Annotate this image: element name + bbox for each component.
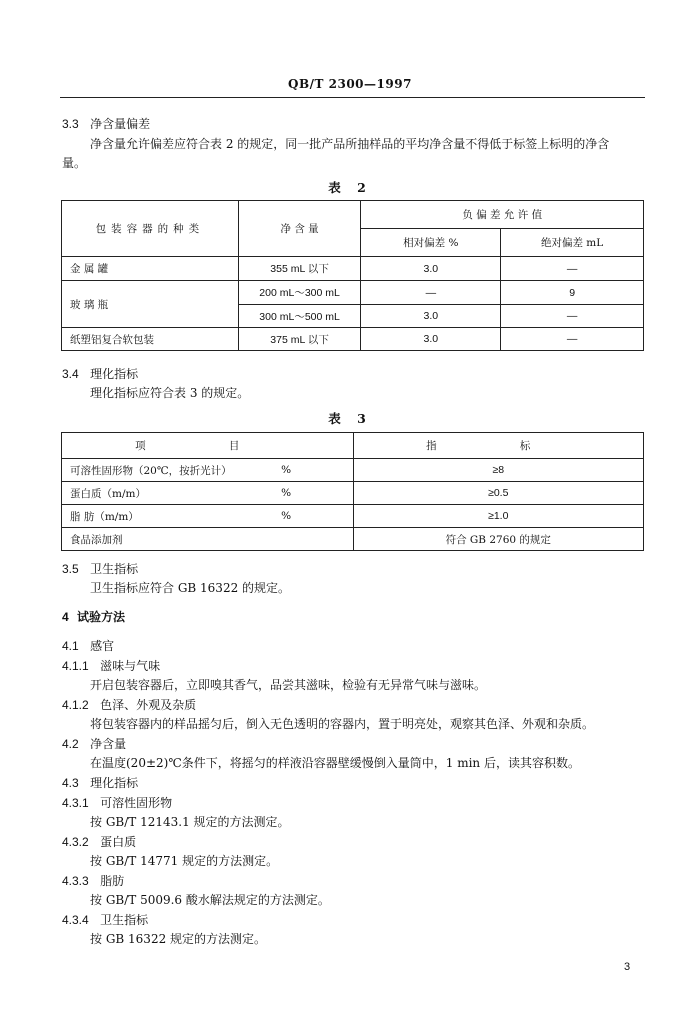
container-type: 纸塑铝复合软包装 [62, 328, 239, 351]
item-name: 可溶性固形物（20℃，按折光计） [62, 459, 282, 482]
section-4-3-3-heading [62, 873, 124, 889]
section-number: 4.1.1 [62, 659, 89, 673]
section-4-3-1-text: 按 GB/T 12143.1 规定的方法测定。 [90, 815, 290, 829]
section-3-4-heading [62, 366, 138, 382]
section-title: 感官 [90, 639, 115, 653]
container-type: 金 属 罐 [62, 257, 239, 281]
item-name: 脂 肪（m/m） [62, 505, 282, 528]
item-value: ≥8 [353, 459, 644, 482]
relative-deviation: 3.0 [361, 257, 501, 281]
section-number: 4.3.4 [62, 913, 89, 927]
table-3 [61, 432, 644, 551]
section-number: 4.3.3 [62, 874, 89, 888]
net-content: 300 mL～500 mL [238, 305, 361, 328]
section-4-3-heading [62, 775, 138, 791]
item-value: ≥0.5 [353, 482, 644, 505]
net-content: 200 mL～300 mL [238, 281, 361, 305]
relative-deviation: — [361, 281, 501, 305]
page-number: 3 [624, 961, 631, 973]
absolute-deviation: — [501, 257, 644, 281]
section-number: 4 [62, 610, 69, 624]
table-2-caption: 表 2 [328, 180, 372, 195]
section-3-3-text-cont: 量。 [62, 156, 87, 170]
table-row [62, 281, 644, 305]
relative-deviation: 3.0 [361, 305, 501, 328]
section-4-3-2-text: 按 GB/T 14771 规定的方法测定。 [90, 854, 279, 868]
relative-deviation: 3.0 [361, 328, 501, 351]
section-4-1-1-heading [62, 658, 160, 674]
section-4-3-4-heading [62, 912, 148, 928]
item-unit: % [281, 505, 353, 528]
section-title: 蛋白质 [100, 835, 137, 849]
section-4-1-2-heading [62, 697, 196, 713]
section-4-1-1-text: 开启包装容器后，立即嗅其香气，品尝其滋味，检验有无异常气味与滋味。 [90, 678, 487, 692]
section-number: 3.5 [62, 562, 79, 576]
section-number: 4.2 [62, 737, 79, 751]
section-4-heading [62, 609, 125, 625]
item-value: ≥1.0 [353, 505, 644, 528]
table-3-caption: 表 3 [328, 411, 372, 426]
section-4-2-heading [62, 736, 126, 752]
absolute-deviation: 9 [501, 281, 644, 305]
header-absolute-deviation: 绝对偏差 mL [501, 229, 644, 257]
section-title: 脂肪 [100, 874, 125, 888]
absolute-deviation: — [501, 305, 644, 328]
section-title: 卫生指标 [90, 562, 139, 576]
section-number: 4.3 [62, 776, 79, 790]
header-relative-deviation: 相对偏差 % [361, 229, 501, 257]
header-negative-deviation: 负 偏 差 允 许 值 [361, 201, 644, 229]
header-item: 项 目 [62, 433, 354, 459]
section-number: 4.1 [62, 639, 79, 653]
header-rule [60, 97, 645, 98]
item-name: 蛋白质（m/m） [62, 482, 282, 505]
section-4-1-2-text: 将包装容器内的样品摇匀后，倒入无色透明的容器内，置于明亮处，观察其色泽、外观和杂质。 [90, 717, 595, 731]
table-row [62, 528, 644, 551]
header-index: 指 标 [353, 433, 644, 459]
section-4-3-1-heading [62, 795, 172, 811]
section-4-3-2-heading [62, 834, 136, 850]
section-4-3-4-text: 按 GB 16322 规定的方法测定。 [90, 932, 267, 946]
section-title: 色泽、外观及杂质 [100, 698, 197, 712]
container-type: 玻 璃 瓶 [62, 281, 239, 328]
section-title: 可溶性固形物 [100, 796, 173, 810]
header-net-content: 净 含 量 [238, 201, 361, 257]
table-row [62, 459, 644, 482]
item-unit: % [281, 482, 353, 505]
section-number: 4.1.2 [62, 698, 89, 712]
table-row [62, 505, 644, 528]
section-title: 理化指标 [90, 776, 139, 790]
document-header: QB/T 2300—1997 [288, 77, 412, 91]
section-3-4-text: 理化指标应符合表 3 的规定。 [90, 386, 250, 400]
item-name: 食品添加剂 [62, 528, 282, 551]
section-3-3-text: 净含量允许偏差应符合表 2 的规定，同一批产品所抽样品的平均净含量不得低于标签上标明的净含 [90, 137, 610, 151]
section-number: 4.3.1 [62, 796, 89, 810]
section-4-3-3-text: 按 GB/T 5009.6 酸水解法规定的方法测定。 [90, 893, 330, 907]
section-4-2-text: 在温度(20±2)℃条件下，将摇匀的样液沿容器壁缓慢倒入量筒中，1 min 后，读其容积数。 [90, 756, 580, 770]
item-value: 符合 GB 2760 的规定 [353, 528, 644, 551]
section-title: 试验方法 [77, 610, 126, 624]
section-4-1-heading [62, 638, 114, 654]
table-2 [61, 200, 644, 351]
table-row [62, 328, 644, 351]
header-container-type: 包装容器的种类 [62, 201, 239, 257]
section-number: 4.3.2 [62, 835, 89, 849]
table-row [62, 257, 644, 281]
table-row [62, 482, 644, 505]
section-title: 净含量偏差 [90, 117, 151, 131]
section-number: 3.4 [62, 367, 79, 381]
item-unit [281, 528, 353, 551]
item-unit: % [281, 459, 353, 482]
section-title: 滋味与气味 [100, 659, 161, 673]
section-title: 卫生指标 [100, 913, 149, 927]
section-3-5-heading [62, 561, 138, 577]
net-content: 355 mL 以下 [238, 257, 361, 281]
section-3-3-heading [62, 116, 150, 132]
absolute-deviation: — [501, 328, 644, 351]
net-content: 375 mL 以下 [238, 328, 361, 351]
section-title: 净含量 [90, 737, 127, 751]
section-title: 理化指标 [90, 367, 139, 381]
section-3-5-text: 卫生指标应符合 GB 16322 的规定。 [90, 581, 291, 595]
section-number: 3.3 [62, 117, 79, 131]
